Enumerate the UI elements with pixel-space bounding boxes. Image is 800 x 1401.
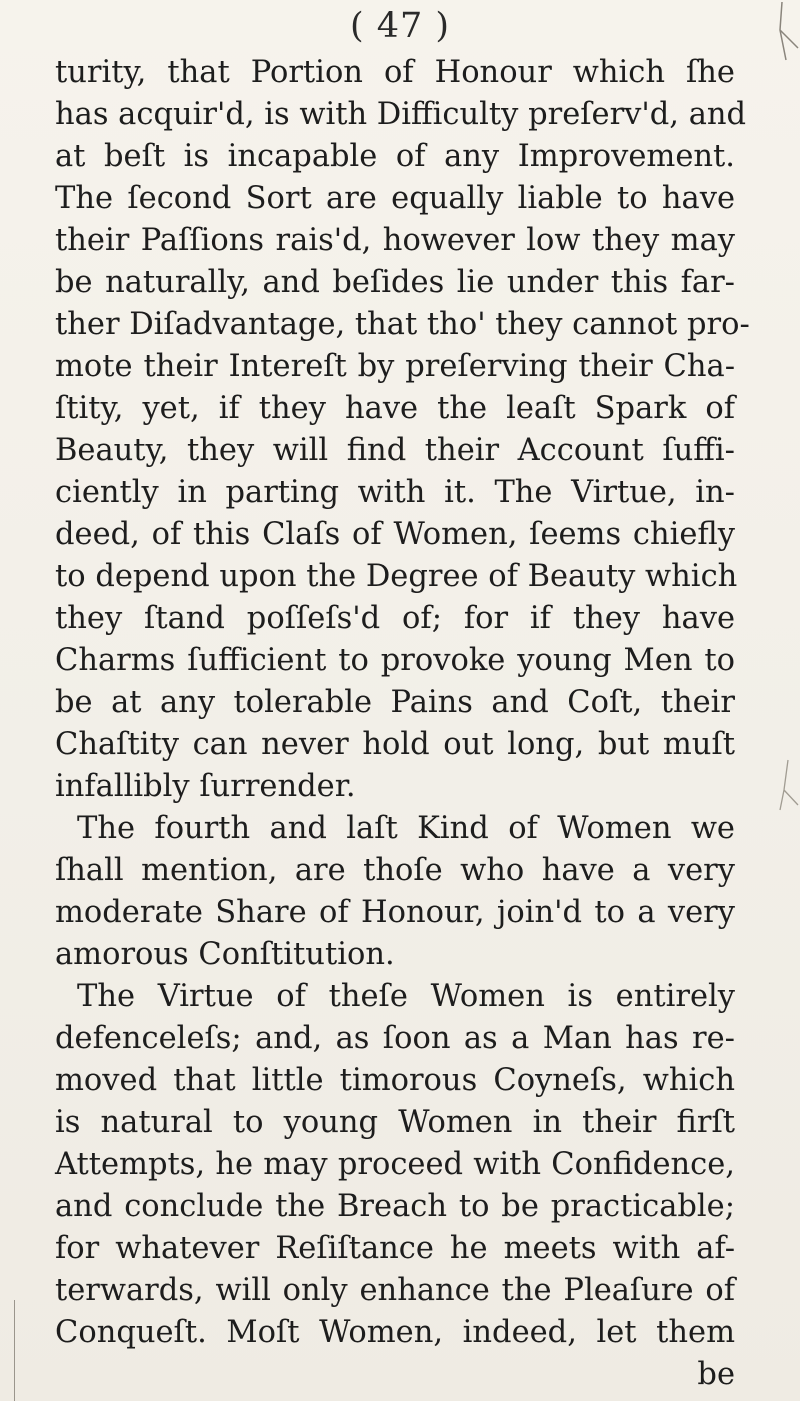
page-edge-mark [740,0,800,100]
text-line: terwards, will only enhance the Pleaſure of [55,1273,735,1308]
text-line: turity, that Portion of Honour which ſhe [55,55,735,90]
text-line: they ſtand poſſeſs'd of; for if they have [55,601,735,636]
text-line: Charms ſufficient to provoke young Men to [55,643,735,678]
text-line: be naturally, and beſides lie under this far- [55,265,735,300]
page-edge-mark [740,755,800,855]
text-line: The Virtue of theſe Women is entirely [77,979,735,1014]
text-line: ciently in parting with it. The Virtue, in- [55,475,735,510]
text-line: their Paſſions rais'd, however low they may [55,223,735,258]
body-text [55,52,750,1396]
text-line: defenceleſs; and, as ſoon as a Man has re- [55,1021,735,1056]
catchword: be [697,1357,735,1392]
text-line: is natural to young Women in their firſt [55,1105,735,1140]
text-line: Chaſtity can never hold out long, but muſt [55,727,735,762]
text-line: moved that little timorous Coyneſs, which [55,1063,735,1098]
text-line: infallibly ſurrender. [55,769,356,804]
text-line: ther Diſadvantage, that tho' they cannot pro- [55,307,750,342]
text-line: Beauty, they will find their Account ſuffi- [55,433,735,468]
text-line: at beſt is incapable of any Improvement. [55,139,735,174]
text-line: Conqueſt. Moſt Women, indeed, let them [55,1315,735,1350]
text-line: ſhall mention, are thoſe who have a very [55,853,735,888]
text-line: and conclude the Breach to be practicable; [55,1189,735,1224]
text-line: The ſecond Sort are equally liable to have [55,181,735,216]
text-line: The fourth and laſt Kind of Women we [77,811,735,846]
page-number: ( 47 ) [349,6,451,46]
text-line: deed, of this Claſs of Women, ſeems chiefly [55,517,735,552]
text-line: mote their Intereſt by preſerving their Cha- [55,349,735,384]
text-line: has acquir'd, is with Difficulty preſerv'd, and [55,97,747,132]
text-line: moderate Share of Honour, join'd to a very [55,895,735,930]
text-line: ſtity, yet, if they have the leaſt Spark of [55,391,735,426]
text-line: be at any tolerable Pains and Coſt, their [55,685,735,720]
margin-rule [14,1300,15,1401]
text-line: for whatever Reſiſtance he meets with af- [55,1231,735,1266]
text-line: Attempts, he may proceed with Confidence, [55,1147,735,1182]
text-line: to depend upon the Degree of Beauty which [55,559,738,594]
text-line: amorous Conſtitution. [55,937,395,972]
